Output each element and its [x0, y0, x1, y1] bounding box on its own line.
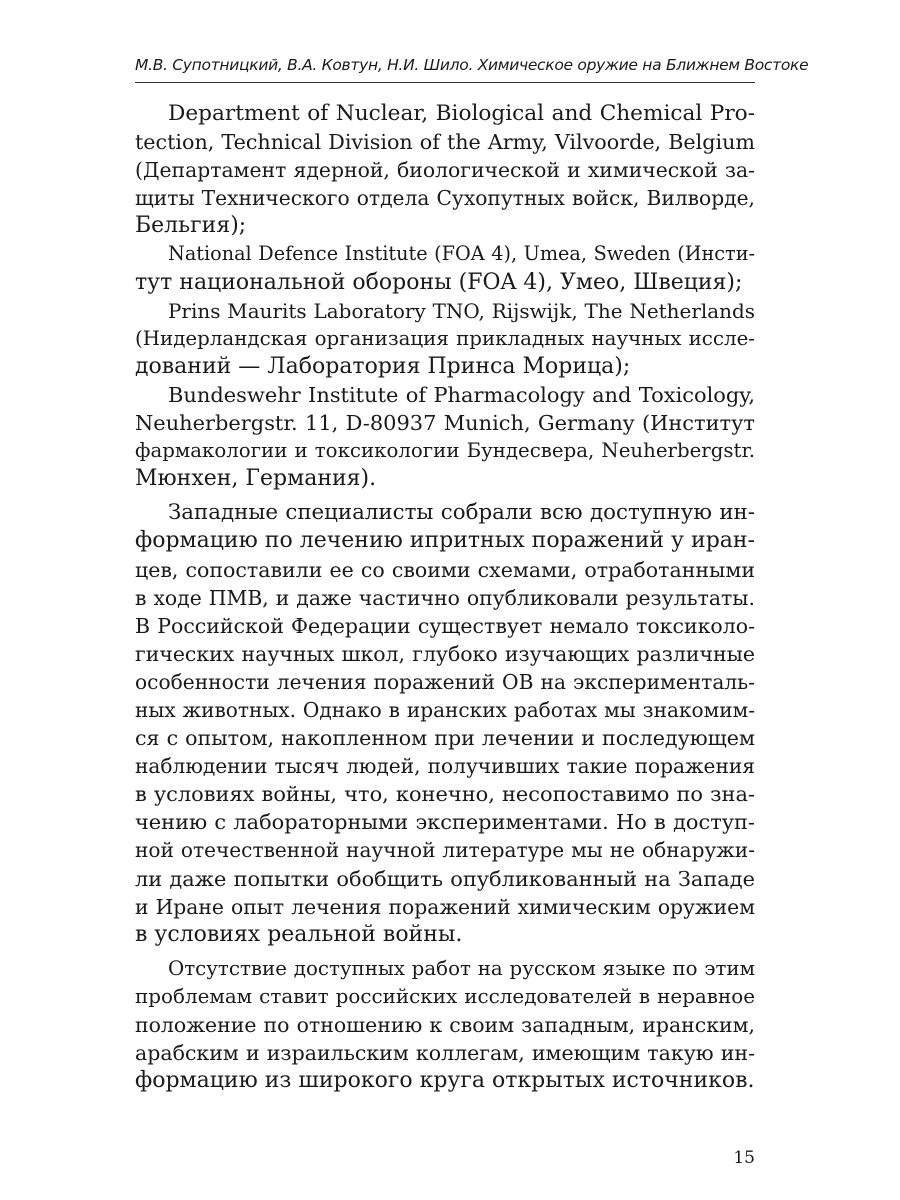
text-line: гических научных школ, глубоко изучающих различные [135, 641, 755, 666]
header-rule [135, 82, 755, 83]
body-text [135, 100, 755, 1095]
text-line: ной отечественной научной литературе мы не обнаружи- [135, 838, 755, 863]
paragraph-institution-germany [135, 381, 755, 493]
text-line: формацию по лечению ипритных поражений у иран- [135, 528, 755, 554]
text-line: чению с лабораторными экспериментами. Но в доступ- [135, 810, 755, 835]
text-line: Neuherbergstr. 11, D-80937 Munich, Germany (Институт [135, 411, 755, 436]
paragraph-institution-belgium [135, 100, 755, 240]
text-line: щиты Технического отдела Сухопутных войск, Вилворде, [135, 186, 755, 211]
text-line: дований — Лаборатория Принса Морица); [135, 353, 631, 379]
text-line: (Департамент ядерной, биологической и химической за- [135, 158, 755, 183]
running-header: М.В. Супотницкий, В.А. Ковтун, Н.И. Шило. Химическое оружие на Ближнем Востоке [135, 56, 809, 74]
text-line: ных животных. Однако в иранских работах мы знакомим- [135, 697, 755, 722]
paragraph-absence-of-works [135, 955, 755, 1095]
text-line: Западные специалисты собрали всю доступную ин- [168, 500, 755, 526]
text-line: Отсутствие доступных работ на русском языке по этим [168, 956, 755, 980]
paragraph-institution-sweden [135, 240, 755, 296]
text-line: Bundeswehr Institute of Pharmacology and Toxicology, [168, 382, 755, 407]
text-line: проблемам ставит российских исследователей в неравное [135, 984, 755, 1008]
text-line: фармакологии и токсикологии Бундесвера, Neuherbergstr. [135, 439, 755, 463]
text-line: Prins Maurits Laboratory TNO, Rijswijk, The Netherlands [168, 298, 755, 323]
text-line: арабским и израильским коллегам, имеющим такую ин- [135, 1041, 755, 1066]
text-line: в ходе ПМВ, и даже частично опубликовали результаты. [135, 585, 755, 610]
text-line: особенности лечения поражений ОВ на эксперименталь- [135, 669, 755, 694]
text-line: (Нидерландская организация прикладных научных иссле- [135, 326, 755, 350]
text-line: ся с опытом, накопленном при лечении и последующем [135, 726, 755, 751]
text-line: в условиях войны, что, конечно, несопоставимо по зна- [135, 782, 755, 807]
paragraph-institution-netherlands [135, 297, 755, 381]
text-line: Бельгия); [135, 213, 247, 239]
text-line: ли даже попытки обобщить опубликованный на Западе [135, 866, 755, 891]
text-line: Мюнхен, Германия). [135, 466, 377, 492]
text-line: В Российской Федерации существует немало токсиколо- [135, 613, 755, 638]
text-line: цев, сопоставили ее со своими схемами, отработанными [135, 557, 755, 582]
text-line: tection, Technical Division of the Army, Vilvoorde, Belgium [135, 130, 755, 155]
text-line: положение по отношению к своим западным, иранским, [135, 1013, 755, 1037]
text-line: в условиях реальной войны. [135, 921, 463, 947]
text-line: формацию из широкого круга открытых источников. [135, 1068, 755, 1094]
text-line: Department of Nuclear, Biological and Chemical Pro- [168, 101, 755, 126]
text-line: наблюдении тысяч людей, получивших такие поражения [135, 754, 755, 779]
text-line: тут национальной обороны (FOA 4), Умео, Швеция); [135, 269, 743, 295]
paragraph-western-specialists [135, 499, 755, 949]
page-number: 15 [733, 1148, 755, 1168]
text-line: National Defence Institute (FOA 4), Umea, Sweden (Инсти- [168, 242, 755, 266]
text-line: и Иране опыт лечения поражений химическим оружием [135, 894, 755, 919]
